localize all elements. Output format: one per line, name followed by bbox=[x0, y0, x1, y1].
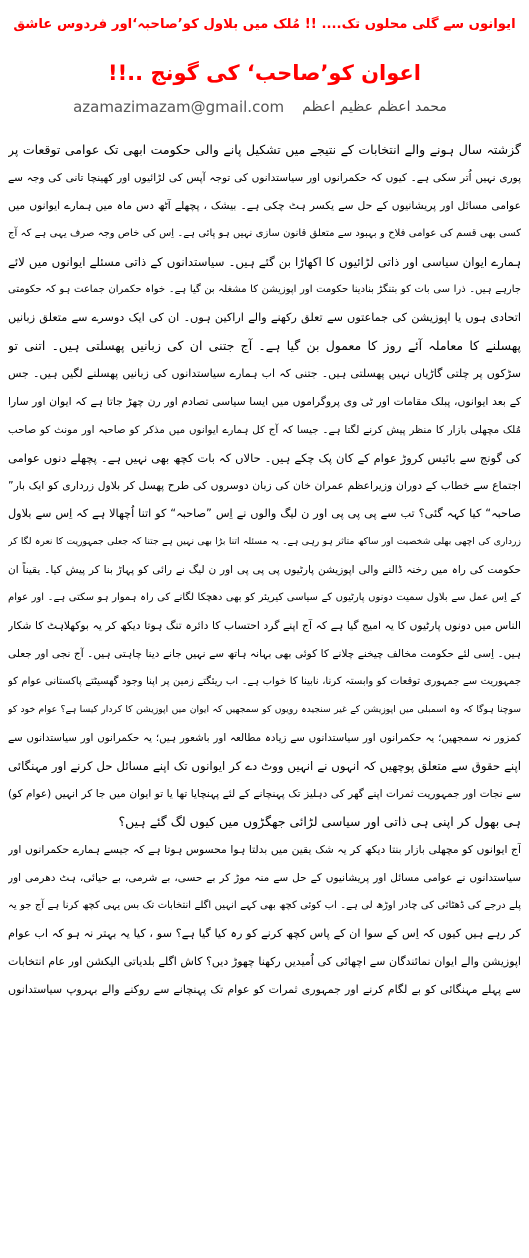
byline bbox=[10, 94, 510, 120]
body-line: الناس میں دونوں پارٹیوں کا یہ امیج گیا ہے کہ آج اپنے گرد احتساب کا دائرہ تنگ ہوتا دیکھ کر یہ بوکھلاہٹ کا شکار bbox=[8, 619, 521, 632]
body-line: آج ایوانوں کو مچھلی بازار بنتا دیکھ کر یہ شک یقین میں بدلتا ہوا محسوس ہوتا ہے کہ جیسے ہمارے حکمرانوں اور bbox=[8, 843, 521, 856]
body-line: ہمارے ایوان سیاسی اور ذاتی لڑائیوں کا اکھاڑا بن گئے ہیں۔ سیاستدانوں کے ذاتی مسئلے ایوانوں میں لائے bbox=[8, 255, 521, 269]
body-line: جمہوریت سے جمہوری توقعات کو وابستہ کرنا، نابینا کا خواب ہے۔ اب ریئگتے زمین پر اپنا وجود گھسیٹتے پاکستانی عوام کو bbox=[8, 676, 521, 687]
author-name: محمد اعظم عظیم اعظم bbox=[302, 99, 447, 115]
body-line: اپنے حقوق سے متعلق پوچھیں کہ انہوں نے انہیں ووٹ دے کر ایوانوں تک اپنے مسائل حل کرنے اور مہنگائی bbox=[8, 759, 521, 773]
body-line: صاحبہ“ کیا کہہ گئی؟ تب سے پی پی پی اور ن لیگ والوں نے اِس ”صاحبہ“ کو اتنا اُچھالا ہے کہ اِس سے بلاول bbox=[8, 507, 521, 520]
body-line: زرداری کی اچھی بھلی شخصیت اور ساکھ متاثر ہو رہی ہے۔ یہ مسئلہ اتنا بڑا بھی نہیں ہے جتنا کہ جعلی جمہوریت کا نعرہ لگا کر bbox=[8, 536, 521, 547]
body-line: اجتماع سے خطاب کے دوران وزیراعظم عمران خان کی زبان دوسروں کی طرح پھسل کر بلاول زرداری کو ایک بار” bbox=[8, 479, 521, 492]
body-line: کی گونج سے بائیس کروڑ عوام کے کان پک چکے ہیں۔ حالاں کہ بات کچھ بھی نہیں ہے۔ پچھلے دنوں عوامی bbox=[8, 451, 521, 465]
body-line: پوری نہیں اُتر سکی ہے۔ کیوں کہ حکمرانوں اور سیاستدانوں کی توجہ آپس کی لڑائیوں اور کھینچا تانی کی وجہ سے bbox=[8, 172, 521, 184]
body-line: ہیں۔ اِسی لئے حکومت مخالف چیخنے چلانے کا کوئی بھی بہانہ ہاتھ سے نہیں جانے دینا چاہتی ہیں۔ آج نجی اور جعلی bbox=[8, 648, 521, 660]
body-line: ہی بھول کر اپنی ہی ذاتی اور سیاسی لڑائی جھگڑوں میں کیوں لگ گئے ہیں؟ bbox=[118, 814, 521, 829]
body-line: کسی بھی قسم کی عوامی فلاح و بہبود سے متعلق قانون سازی نہیں ہو پائی ہے۔ اِس کی خاص وجہ صرف یہی ہے کہ آج bbox=[8, 228, 521, 239]
body-line: عوامی مسائل اور پریشانیوں کے حل سے یکسر ہٹ چکی ہے۔ بیشک ، پچھلے آٹھ دس ماہ میں ہمارے ایوانوں میں bbox=[8, 199, 521, 212]
body-line: سے نجات اور جمہوریت ثمرات اپنے گھر کی دہلیز تک پہنچانے کے لئے پہنچایا تھا یا تو ایوان میں جا کر انہیں (عوام کو) bbox=[8, 788, 521, 800]
body-line: سڑکوں پر چلتی گاڑیاں نہیں پھسلتی ہیں۔ جتنی کہ اب ہمارے سیاستدانوں کی زبانیں پھسلنے لگیں ہیں۔ جس bbox=[8, 367, 521, 380]
body-line: کر رہے ہیں کیوں کہ اِس کے سوا ان کے پاس کچھ کرنے کو رہ کیا گیا ہے؟ سو ، کیا یہ بہتر نہ ہو کہ اب عوام bbox=[8, 927, 521, 940]
body-line: سے پہلے مہنگائی کو بے لگام کرنے اور جمہوری ثمرات کو عوام تک پہنچانے سے روکنے والے بہروپ سیاستدانوں bbox=[8, 983, 521, 996]
body-line: سوچنا ہوگا کہ وہ اسمبلی میں اپوزیشن کے غیر سنجیدہ رویوں کو سمجھیں کہ ایوان میں اپوزیشن کا کردار کیسا ہے؟ عوام خود کو bbox=[8, 704, 521, 715]
body-line: سیاستدانوں نے عوامی مسائل اور پریشانیوں کے حل سے منہ موڑ کر بے حسی، بے شرمی، بے حیائی، ہٹ دھرمی اور bbox=[8, 872, 521, 884]
body-line: جارہے ہیں۔ ذرا سی بات کو بتنگڑ بنادینا حکومت اور اپوزیشن کا مشغلہ بن گیا ہے۔ خواہ حکمران جماعت ہو کہ حکومتی bbox=[8, 284, 521, 295]
body-line: کمزور نہ سمجھیں؛ یہ حکمرانوں اور سیاستدانوں سے زیادہ مطالعہ اور باشعور ہیں؛ یہ حکمرانوں اور سیاستدانوں سے bbox=[8, 732, 521, 744]
body-line: پلے درجے کی ڈھٹائی کی چادر اوڑھ لی ہے۔ اب کوئی کچھ بھی کہے انہیں اگلے انتخابات تک بس یہی کچھ کرنا ہے آج جو یہ bbox=[8, 900, 521, 911]
body-line: گزشتہ سال ہونے والے انتخابات کے نتیجے میں تشکیل پانے والی حکومت ابھی تک عوامی توقعات پر bbox=[8, 142, 521, 157]
body-line: اپوزیشن والے ایوان نمائندگان سے اچھائی کی اُمیدیں رکھنا چھوڑ دیں؟ کاش اگلے بلدیاتی الیکشن اور عام انتخابات bbox=[8, 955, 521, 968]
article-body bbox=[8, 136, 521, 1004]
body-line: مُلک مچھلی بازار کا منظر پیش کرنے لگتا ہے۔ جیسا کہ آج کل ہمارے ایوانوں میں مذکر کو صاحبہ اور مونث کو صاحب bbox=[8, 424, 521, 436]
body-line: کے اِس عمل سے بلاول سمیت دونوں پارٹیوں کے سیاسی کیریئر کو بھی دھچکا لگانے کی راہ ہموار ہو سکتی ہے۔ اور عوام bbox=[8, 592, 521, 603]
body-line: کے بعد ایوانوں، پبلک مقامات اور ٹی وی پروگراموں میں ایسا سیاسی تصادم اور رن چھڑ جاتا ہے کہ ایوان اور سارا bbox=[8, 395, 521, 408]
headline-line-1: ایوانوں سے گلی محلوں تک.... !! مُلک میں بلاول کو’صاحبہ‘اور فردوس عاشق bbox=[13, 17, 516, 32]
author-email: azamazimazam@gmail.com bbox=[73, 98, 285, 116]
headline-line-2: اعوان کو’صاحب‘ کی گونج ..!! bbox=[108, 61, 421, 85]
body-line: حکومت کی راہ میں رخنہ ڈالنے والی اپوزیشن پارٹیوں پی پی پی اور ن لیگ نے رائی کو پہاڑ بنا کر پیش کیا۔ یقیناً ان bbox=[8, 564, 521, 576]
body-line: پھسلنے کا معاملہ آئے روز کا معمول بن گیا ہے۔ آج جتنی ان کی زبانیں پھسلتی ہیں۔ اتنی تو bbox=[8, 338, 521, 353]
body-line: اتحادی ہوں یا اپوزیشن کی جماعتوں سے تعلق رکھنے والے اراکین ہوں۔ ان کی ایک دوسرے سے متعلق زبانیں bbox=[8, 311, 521, 324]
